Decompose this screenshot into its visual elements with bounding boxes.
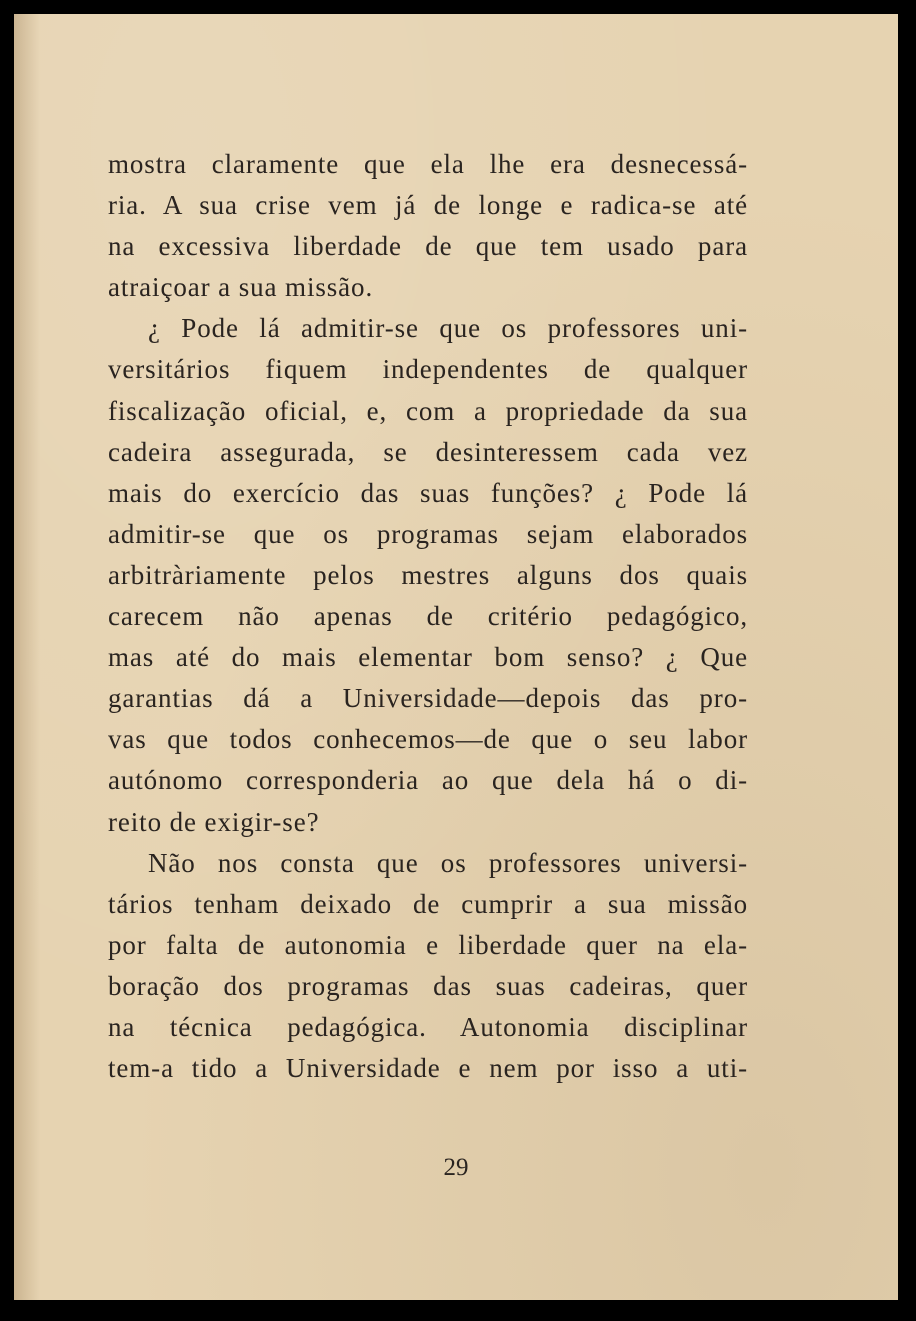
text-line: ¿ Pode lá admitir-se que os professores uni- — [148, 313, 748, 344]
text-line: tem-a tido a Universidade e nem por isso a uti- — [108, 1053, 748, 1084]
text-line: mais do exercício das suas funções? ¿ Pode lá — [108, 477, 748, 508]
text-line: versitários fiquem independentes de qualquer — [108, 354, 748, 385]
text-line: por falta de autonomia e liberdade quer na ela- — [108, 929, 748, 960]
body-text — [108, 144, 748, 1089]
book-page — [14, 14, 898, 1300]
text-line: cadeira assegurada, se desinteressem cada vez — [108, 436, 748, 467]
text-line: arbitràriamente pelos mestres alguns dos quais — [108, 559, 748, 590]
text-line: atraiçoar a sua missão. — [108, 272, 374, 303]
text-line: boração dos programas das suas cadeiras, quer — [108, 970, 748, 1001]
text-line: carecem não apenas de critério pedagógico, — [108, 601, 748, 632]
page-number: 29 — [443, 1154, 469, 1181]
text-line: ria. A sua crise vem já de longe e radica-se até — [108, 190, 748, 221]
text-line: na excessiva liberdade de que tem usado para — [108, 231, 748, 262]
text-line: tários tenham deixado de cumprir a sua missão — [108, 888, 748, 919]
binding-shadow — [14, 14, 40, 1300]
text-line: mostra claramente que ela lhe era desnecessá- — [108, 149, 748, 179]
text-line: fiscalização oficial, e, com a propriedade da sua — [108, 395, 748, 426]
text-line: reito de exigir-se? — [108, 806, 320, 837]
text-line: admitir-se que os programas sejam elaborados — [108, 518, 748, 549]
text-line: vas que todos conhecemos—de que o seu labor — [108, 724, 748, 755]
text-line: garantias dá a Universidade—depois das pro- — [108, 683, 748, 714]
text-line: autónomo corresponderia ao que dela há o di- — [108, 765, 748, 796]
text-line: mas até do mais elementar bom senso? ¿ Que — [108, 642, 748, 673]
text-line: na técnica pedagógica. Autonomia disciplinar — [108, 1011, 748, 1042]
text-line: Não nos consta que os professores universi- — [148, 847, 748, 878]
